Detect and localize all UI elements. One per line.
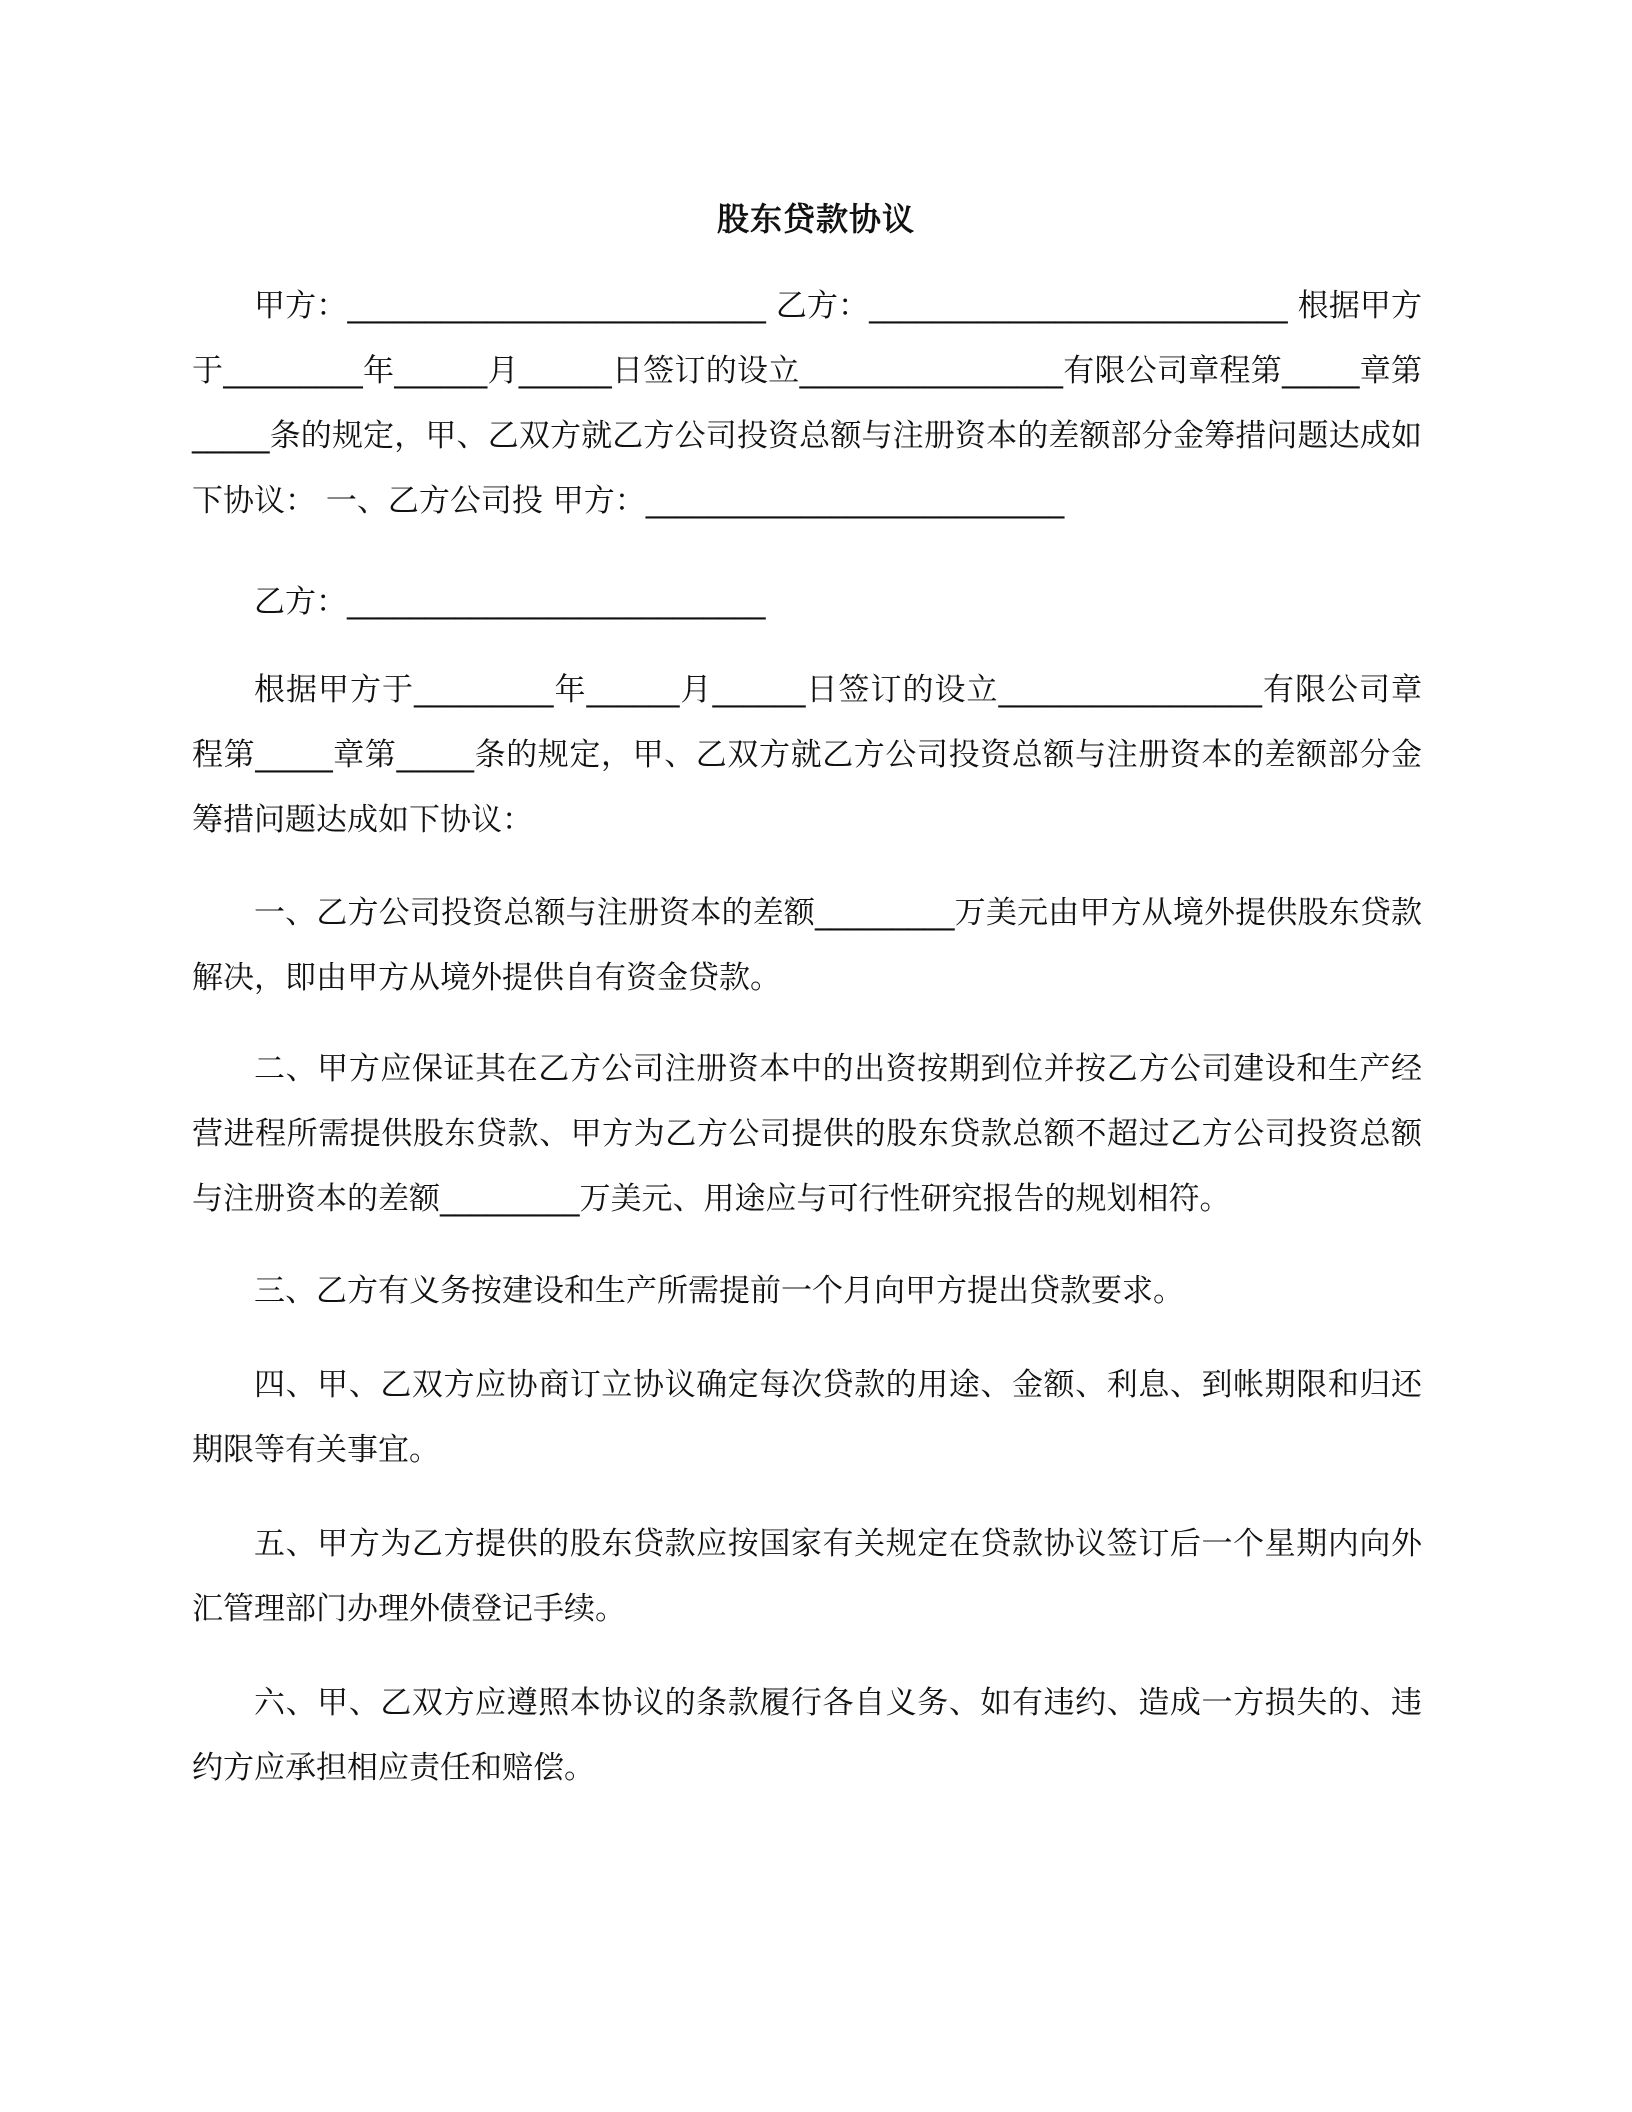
clause-2: 二、甲方应保证其在乙方公司注册资本中的出资按期到位并按乙方公司建设和生产经营进程所需提供股东贷款、甲方为乙方公司提供的股东贷款总额不超过乙方公司投资总额与注册资本的差额_________万美元、用途应与可行性研究报告的规划相符。 [192,1051,1422,1217]
clause-5: 五、甲方为乙方提供的股东贷款应按国家有关规定在贷款协议签订后一个星期内向外汇管理部门办理外债登记手续。 [192,1526,1422,1627]
clause-6: 六、甲、乙双方应遵照本协议的条款履行各自义务、如有违约、造成一方损失的、违约方应承担相应责任和赔偿。 [192,1685,1422,1786]
clause-1: 一、乙方公司投资总额与注册资本的差额_________万美元由甲方从境外提供股东贷款解决，即由甲方从境外提供自有资金贷款。 [192,895,1422,996]
preamble-paragraph: 甲方：___________________________ 乙方：___________________________ 根据甲方于_________年______月______日签订的设立_________________有限公司章程第_____章第_____条的规定，甲、乙双方就乙方公司投资总额与注册资本的差额部分金筹措问题达成如下协议： 一、乙方公司投 甲方：___________________________ [192,288,1422,519]
party-b-line: 乙方：___________________________ [254,584,766,620]
clause-4: 四、甲、乙双方应协商订立协议确定每次贷款的用途、金额、利息、到帐期限和归还期限等有关事宜。 [192,1367,1422,1468]
clause-3: 三、乙方有义务按建设和生产所需提前一个月向甲方提出贷款要求。 [254,1273,1184,1309]
document-title: 股东贷款协议 [716,200,915,238]
recital-paragraph: 根据甲方于_________年______月______日签订的设立_________________有限公司章程第_____章第_____条的规定，甲、乙双方就乙方公司投资总额与注册资本的差额部分金筹措问题达成如下协议： [192,672,1422,838]
